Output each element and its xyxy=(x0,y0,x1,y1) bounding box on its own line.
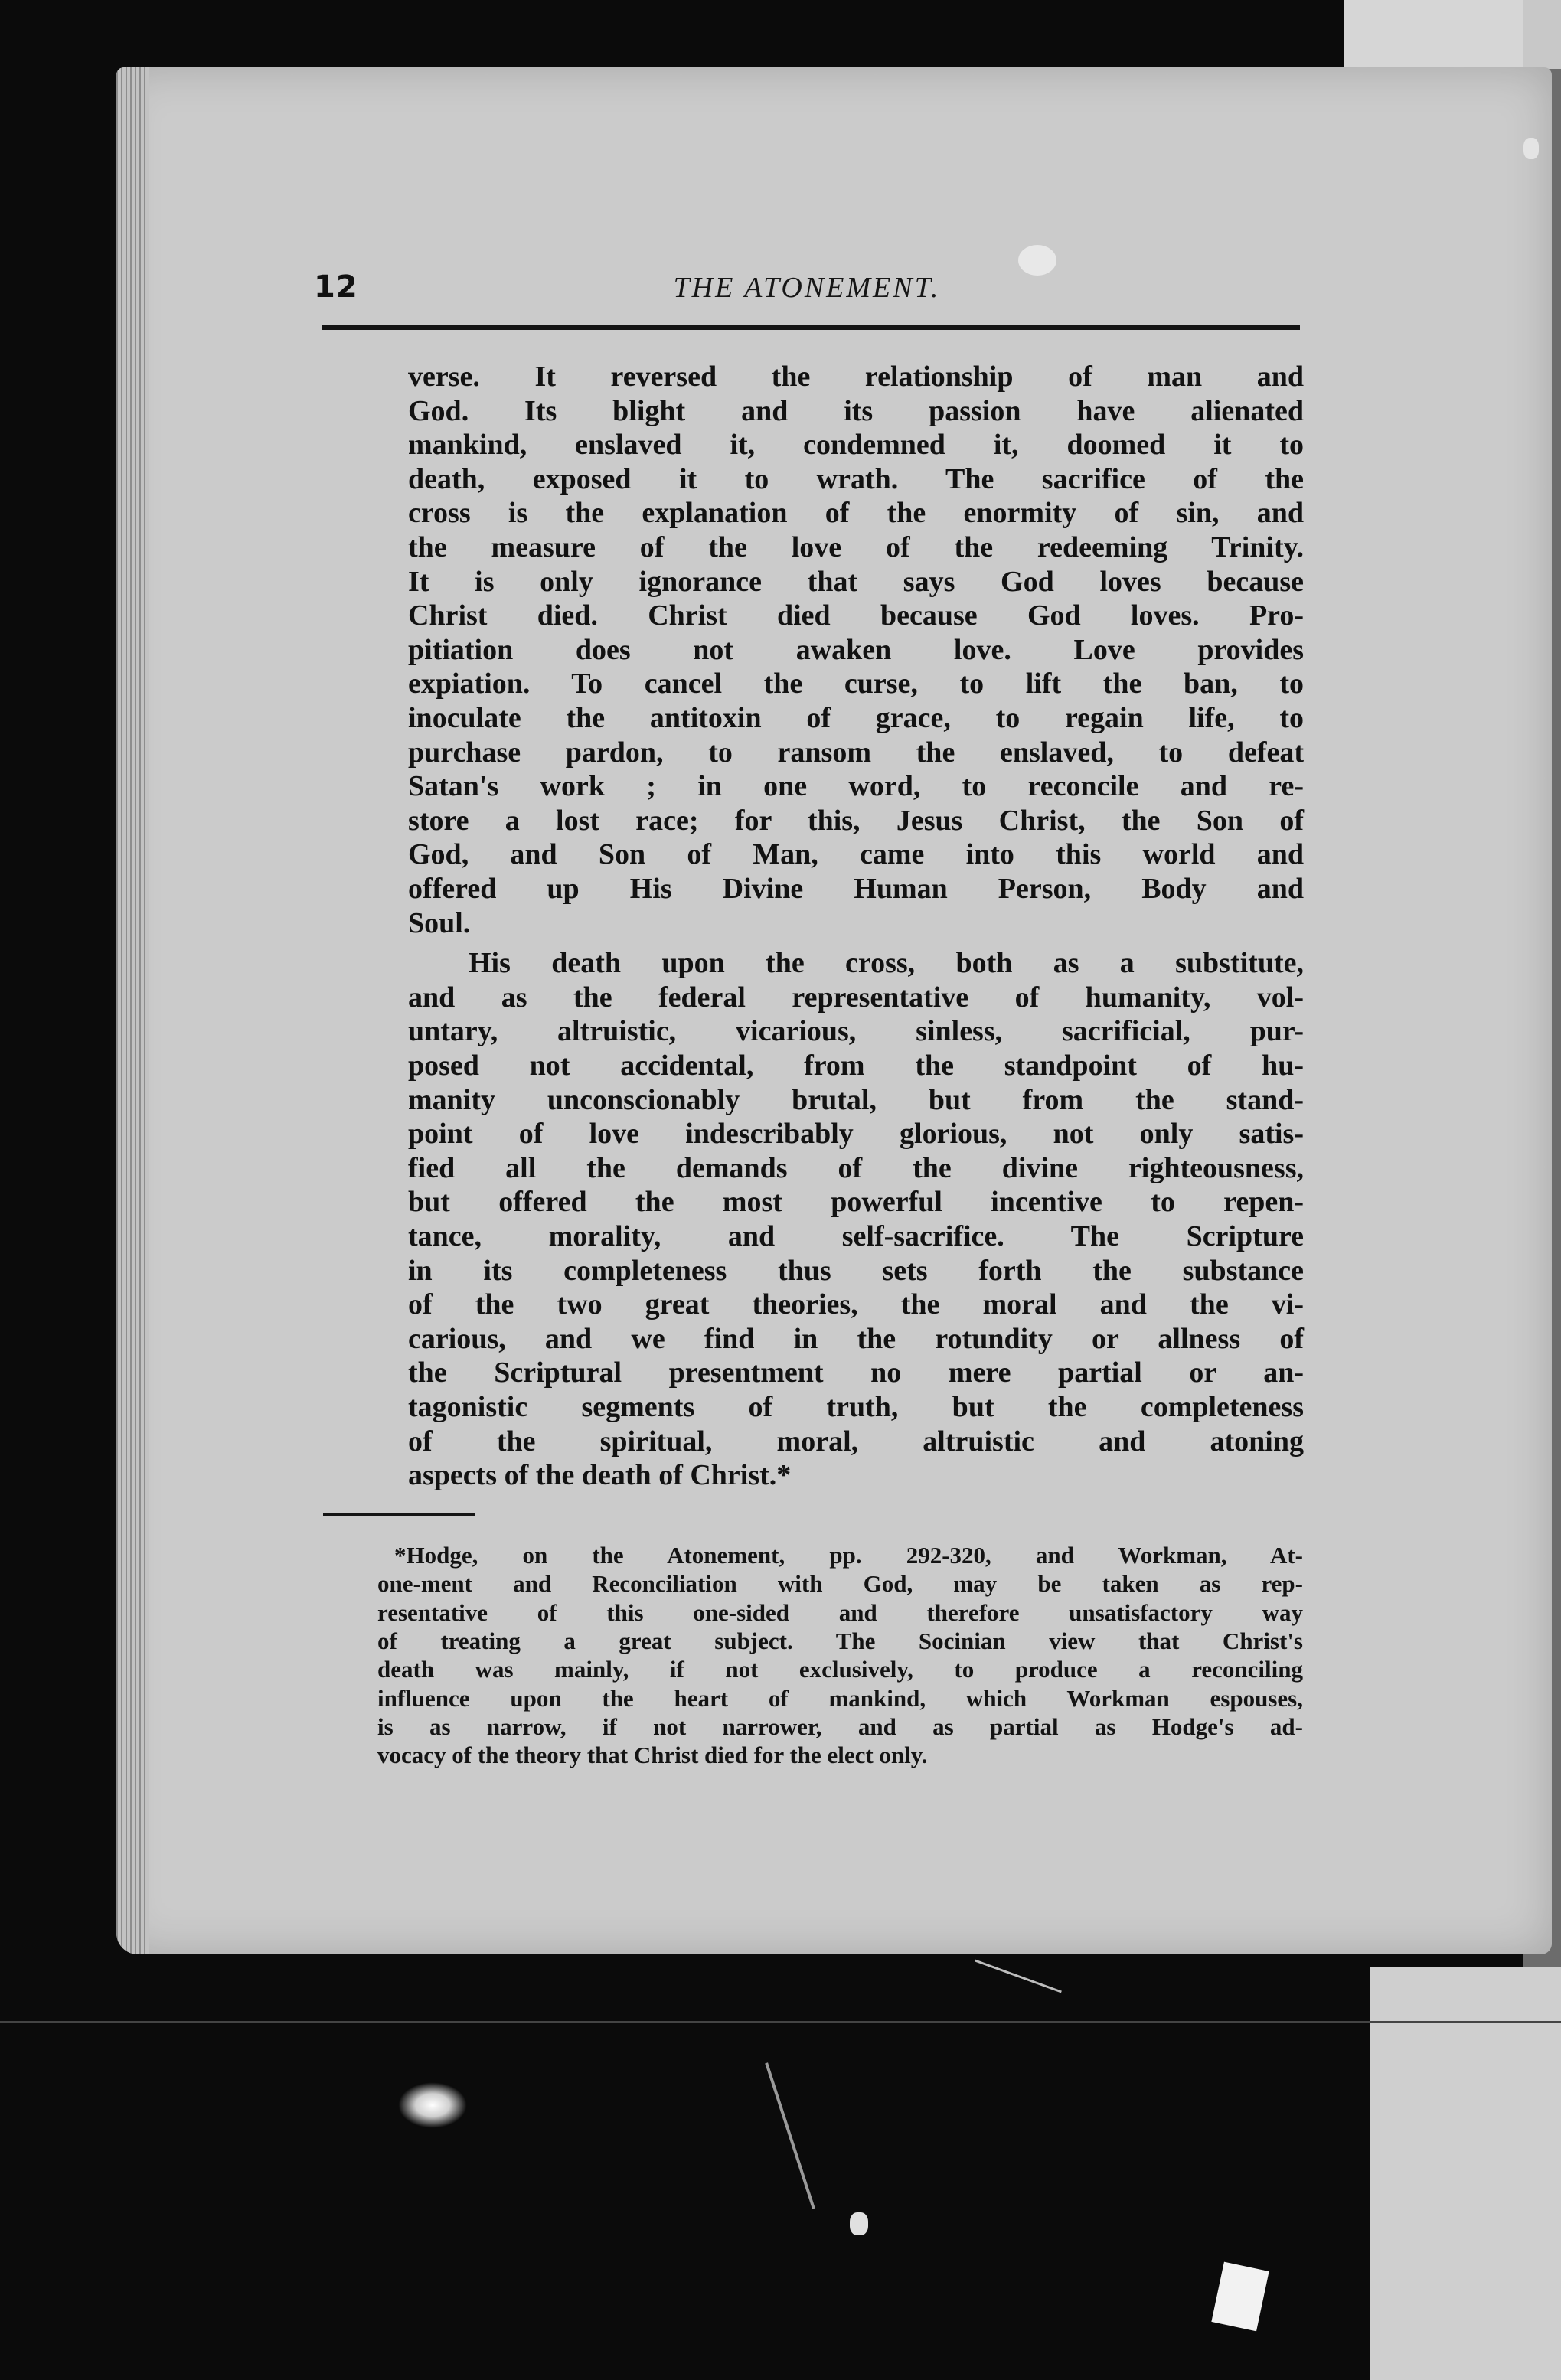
footnote-line: vocacy of the theory that Christ died for the elect only. xyxy=(377,1742,928,1769)
body-line: inoculate the antitoxin of grace, to regain life, to xyxy=(408,702,1304,734)
footnote-line: death was mainly, if not exclusively, to produce a reconciling xyxy=(377,1656,1303,1683)
footnote-line: one-ment and Reconciliation with God, may be taken as rep- xyxy=(377,1570,1303,1598)
body-line: pitiation does not awaken love. Love provides xyxy=(408,633,1304,666)
body-line: Christ died. Christ died because God loves. Pro- xyxy=(408,599,1304,632)
body-line: expiation. To cancel the curse, to lift the ban, to xyxy=(408,668,1304,700)
body-line: in its completeness thus sets forth the substance xyxy=(408,1254,1304,1287)
footnote-line: *Hodge, on the Atonement, pp. 292-320, and Workman, At- xyxy=(394,1542,1303,1569)
footnote-line: of treating a great subject. The Socinian view that Christ's xyxy=(377,1627,1303,1654)
footnote-line: resentative of this one-sided and therefore unsatisfactory way xyxy=(377,1598,1303,1626)
dust-speck xyxy=(850,2212,868,2235)
body-line: God, and Son of Man, came into this world and xyxy=(408,838,1304,871)
footnote-line: influence upon the heart of mankind, which Workman espouses, xyxy=(377,1684,1303,1712)
body-line: death, exposed it to wrath. The sacrifice of the xyxy=(408,462,1304,495)
body-line: verse. It reversed the relationship of man and xyxy=(408,361,1304,393)
header-rule xyxy=(322,325,1300,330)
body-line: carious, and we find in the rotundity or allness of xyxy=(408,1322,1304,1355)
body-line: Satan's work ; in one word, to reconcile and re- xyxy=(408,770,1304,803)
scan-line xyxy=(0,2021,1561,2023)
body-line: of the two great theories, the moral and the vi- xyxy=(408,1288,1304,1321)
body-line: point of love indescribably glorious, not only satis- xyxy=(408,1118,1304,1151)
paper-blemish xyxy=(1523,138,1539,159)
footnote-line: is as narrow, if not narrower, and as partial as Hodge's ad- xyxy=(377,1712,1303,1740)
body-line: tance, morality, and self-sacrifice. The Scripture xyxy=(408,1220,1304,1252)
page-number: 12 xyxy=(314,269,358,305)
body-line: It is only ignorance that says God loves because xyxy=(408,565,1304,598)
light-glare xyxy=(398,2082,467,2128)
body-line: of the spiritual, moral, altruistic and atoning xyxy=(408,1425,1304,1458)
body-line: cross is the explanation of the enormity of sin, and xyxy=(408,497,1304,530)
body-line: store a lost race; for this, Jesus Christ, the Son of xyxy=(408,804,1304,837)
body-line: His death upon the cross, both as a substitute, xyxy=(469,947,1304,980)
running-title: THE ATONEMENT. xyxy=(673,272,941,304)
body-line: God. Its blight and its passion have alienated xyxy=(408,394,1304,427)
body-line: offered up His Divine Human Person, Body and xyxy=(408,873,1304,905)
body-line: tagonistic segments of truth, but the completeness xyxy=(408,1391,1304,1423)
body-line: aspects of the death of Christ.* xyxy=(408,1459,792,1492)
running-header xyxy=(314,269,1300,308)
body-line: fied all the demands of the divine righteousness, xyxy=(408,1151,1304,1184)
footnote-rule xyxy=(323,1513,475,1516)
body-line: Soul. xyxy=(408,906,471,939)
body-line: purchase pardon, to ransom the enslaved, to defeat xyxy=(408,736,1304,769)
body-line: manity unconscionably brutal, but from the stand- xyxy=(408,1083,1304,1116)
page-edge-stack xyxy=(116,67,149,1954)
body-line: mankind, enslaved it, condemned it, doomed it to xyxy=(408,429,1304,462)
body-line: but offered the most powerful incentive to repen- xyxy=(408,1186,1304,1219)
body-line: the Scriptural presentment no mere partial or an- xyxy=(408,1357,1304,1389)
body-line: and as the federal representative of humanity, vol- xyxy=(408,981,1304,1014)
body-line: the measure of the love of the redeeming Trinity. xyxy=(408,531,1304,563)
background-strip-bottom xyxy=(1370,1967,1561,2380)
body-line: posed not accidental, from the standpoint of hu- xyxy=(408,1050,1304,1082)
body-line: untary, altruistic, vicarious, sinless, sacrificial, pur- xyxy=(408,1015,1304,1048)
